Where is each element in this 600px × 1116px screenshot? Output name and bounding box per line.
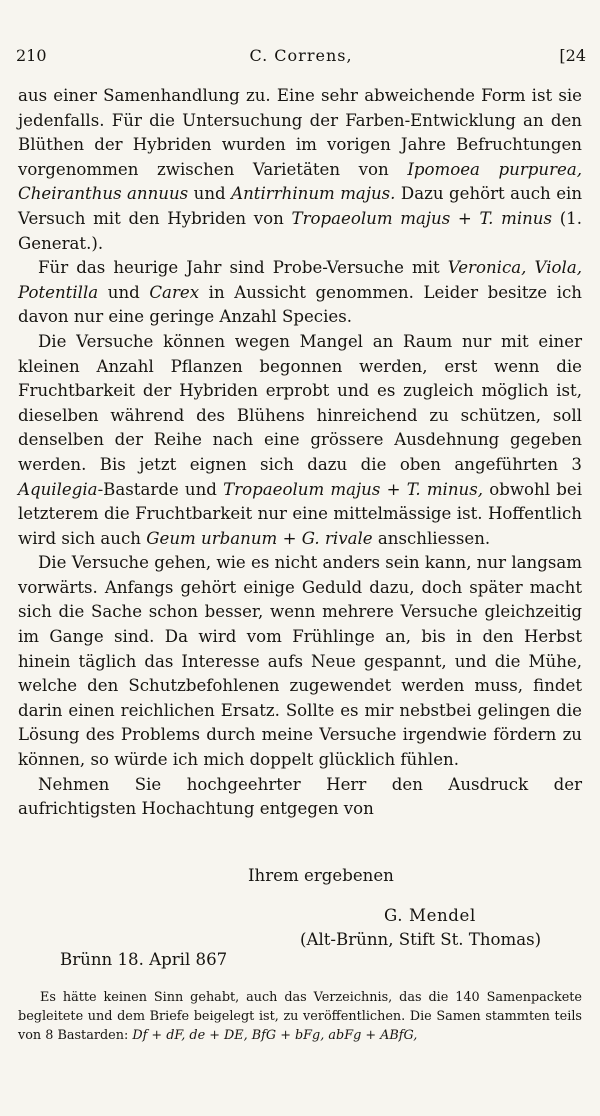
letter-body bbox=[18, 84, 582, 822]
text-run: + bbox=[450, 208, 480, 228]
species-name: Aquilegia bbox=[18, 479, 98, 499]
text-run: anschliessen. bbox=[372, 528, 491, 548]
paragraph-4: Die Versuche gehen, wie es nicht anders sein kann, nur langsam vorwärts. Anfangs gehört einige Geduld dazu, doch später macht sich die Sache schon besser, wenn mehrere Versuche gleichzeitig im Gange sind. Da wird vom Frühlinge an, bis in den Herbst hinein täglich das Interesse aufs Neue gespannt, und die Mühe, welche den Schutzbefohlenen zugewendet werden muss, findet darin einen reichlichen Ersatz. Sollte es mir nebstbei gelingen die Lösung des Problems durch meine Versuche irgendwie fördern zu können, so würde ich mich doppelt glücklich fühlen. bbox=[18, 553, 582, 770]
page-header bbox=[16, 46, 586, 70]
species-name: Geum urbanum bbox=[146, 528, 278, 548]
closing-salutation: Ihrem ergebenen bbox=[248, 866, 394, 885]
text-run: Es hätte keinen Sinn gehabt, auch das Verzeichnis, das die 140 Samenpackete begleitete und dem Briefe beigelegt ist, zu veröffentlichen. Die Samen stammten teils von 8 Bastarden: bbox=[18, 990, 582, 1043]
running-head-ref: [24 bbox=[559, 46, 586, 65]
text-run: -Bastarde und bbox=[97, 479, 224, 499]
text-run: Die Versuche können wegen Mangel an Raum nur mit einer kleinen Anzahl Pflanzen begonnen werden, erst wenn die Fruchtbarkeit der Hybriden erprobt und es zugleich möglich ist, dieselben während des Blühens hinreichend zu schützen, soll denselben der Reihe nach eine grössere Ausdehnung gegeben werden. Bis jetzt eignen sich dazu die oben angeführten 3 bbox=[18, 331, 582, 474]
species-name: Ipomoea purpurea, Cheiranthus annuus bbox=[18, 159, 583, 204]
species-name: Carex bbox=[149, 282, 200, 302]
signature-name: G. Mendel bbox=[384, 906, 476, 925]
species-name: G. rivale bbox=[301, 528, 373, 548]
footnote-text bbox=[18, 988, 582, 1045]
species-name: Tropaeolum majus bbox=[291, 208, 451, 228]
species-name: Antirrhinum majus. bbox=[231, 184, 396, 204]
signature-address: (Alt-Brünn, Stift St. Thomas) bbox=[300, 930, 542, 949]
text-run: aus einer Samenhandlung zu. Eine sehr abweichende Form ist sie jedenfalls. Für die Untersuchung der Farben-Entwicklung an den Blüthen der Hybriden wurden im vorigen Jahre Befruchtungen vorgenommen zwischen Varietäten von bbox=[18, 86, 582, 179]
paragraph-3 bbox=[18, 330, 582, 551]
text-run: + bbox=[380, 479, 407, 499]
text-run: (1. Generat.). bbox=[18, 208, 583, 253]
formula: Df + dF, de + DE, BfG + bFg, abFg + ABfG, bbox=[132, 1028, 418, 1043]
letter-date: Brünn 18. April 867 bbox=[60, 950, 228, 969]
text-run: in Aussicht genommen. Leider besitze ich davon nur eine geringe Anzahl Species. bbox=[18, 282, 582, 327]
species-name: T. minus bbox=[479, 208, 553, 228]
text-run: und bbox=[98, 282, 150, 302]
paragraph-2 bbox=[18, 256, 582, 330]
paragraph-1 bbox=[18, 84, 582, 256]
paragraph-5: Nehmen Sie hochgeehrter Herr den Ausdruck der aufrichtigsten Hochachtung entgegen von bbox=[18, 774, 582, 819]
text-run: + bbox=[277, 528, 302, 548]
page-number: 210 bbox=[16, 46, 47, 65]
species-name: Tropaeolum majus bbox=[223, 479, 381, 499]
text-run: und bbox=[188, 184, 232, 204]
text-run: obwohl bei letzterem die Fruchtbarkeit nur eine mittelmässige ist. Hoffentlich wird sich auch bbox=[18, 479, 583, 548]
species-name: Veronica, Viola, Potentilla bbox=[18, 258, 582, 302]
running-head-author: C. Correns, bbox=[249, 46, 353, 65]
species-name: T. minus, bbox=[406, 479, 484, 499]
footnote bbox=[18, 988, 582, 1045]
text-run: Dazu gehört auch ein Versuch mit den Hybriden von bbox=[18, 184, 583, 228]
text-run: Für das heurige Jahr sind Probe-Versuche mit bbox=[38, 258, 448, 278]
